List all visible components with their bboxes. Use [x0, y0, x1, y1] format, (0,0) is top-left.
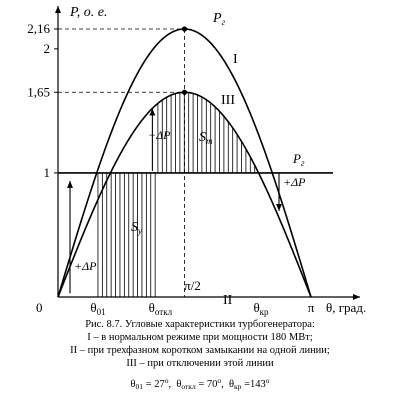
caption-value-theta-01: $\theta_{01} = 27^о$,: [130, 376, 174, 391]
curve-label-II: II: [223, 293, 233, 308]
delta-p-arrows: [70, 109, 279, 294]
x-marker-theta-otkl: $\theta_{откл}$: [148, 300, 173, 317]
origin-label: 0: [36, 300, 43, 315]
generator-power-label-top: $P_г$: [213, 11, 226, 27]
dashed-guides: [58, 29, 185, 297]
caption-line-3: III – при отключении этой линии: [126, 358, 274, 369]
curve-label-I: I: [233, 52, 238, 67]
figure-caption: [0, 318, 400, 393]
acceleration-area-hatch: [98, 173, 155, 297]
caption-value-theta-kr: $\theta_{кр} =143^о$: [229, 376, 270, 391]
delta-p-plus-left: +ΔP: [74, 259, 97, 273]
x-marker-theta-kr: $\theta_{кр}$: [253, 300, 269, 317]
y-tick-1: 1: [43, 164, 50, 180]
y-tick-2-16: 2,16: [27, 21, 50, 36]
deceleration-area-hatch: [158, 92, 255, 173]
caption-line-1: I – в нормальном режиме при мощности 180 МВт;: [87, 332, 313, 343]
curve-label-III: III: [221, 93, 235, 108]
x-marker-pi-half: π/2: [184, 278, 201, 293]
x-axis-label: θ, град.: [326, 300, 367, 315]
y-axis-label: P, о. е.: [70, 5, 108, 20]
caption-line-2: II – при трехфазном коротком замыкании на одной линии;: [70, 345, 330, 356]
turbine-power-label-right: $P_г$: [293, 151, 305, 168]
x-marker-pi: π: [307, 300, 315, 315]
x-marker-theta-01: $\theta_{01}$: [90, 300, 106, 317]
acceleration-area-label: $S_у$: [131, 220, 142, 236]
y-tick-1-65: 1,65: [27, 84, 50, 100]
delta-p-minus: −ΔP: [148, 128, 171, 142]
caption-value-theta-otkl: $\theta_{откл} = 70^о$,: [176, 376, 227, 391]
curve-III-max-point: [182, 90, 187, 95]
caption-values: [0, 374, 400, 393]
y-tick-2: 2: [43, 40, 50, 56]
caption-title: Рис. 8.7. Угловые характеристики турбогенератора:: [85, 319, 315, 330]
delta-p-plus-right: +ΔP: [283, 175, 306, 189]
curve-I-max-point: [182, 26, 187, 31]
deceleration-area-label: $S_т$: [199, 130, 213, 146]
